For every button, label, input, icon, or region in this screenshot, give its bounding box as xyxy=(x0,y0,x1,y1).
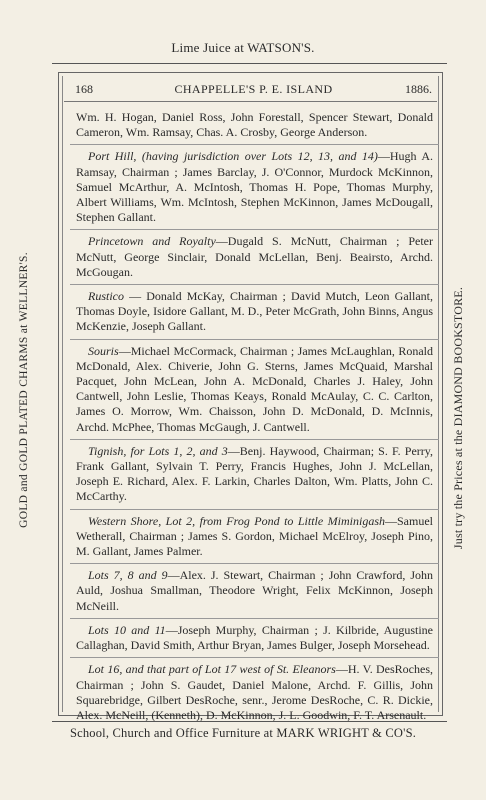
entry-heading: Princetown and Royalty xyxy=(88,234,216,249)
entry-paragraph xyxy=(76,662,433,723)
header-title: CHAPPELLE'S P. E. ISLAND xyxy=(174,82,333,96)
top-advertisement: Lime Juice at WATSON'S. xyxy=(171,40,315,55)
header-rule xyxy=(64,101,437,102)
entry-heading: Rustico xyxy=(88,289,124,304)
bottom-advertisement: School, Church and Office Furniture at MARK WRIGHT & CO'S. xyxy=(69,726,417,740)
entry-heading: Port Hill, (having jurisdiction over Lots 12, 13, and 14) xyxy=(88,149,378,164)
entry-heading: Western Shore, Lot 2, from Frog Pond to Little Miminigash xyxy=(88,513,385,528)
running-header xyxy=(75,82,432,102)
entry-paragraph xyxy=(76,514,433,560)
entry-body: —Dugald S. McNutt, Chairman ; Peter McNutt, George Sinclair, Donald McLellan, Benj. Beairsto, Archd. McGougan. xyxy=(76,234,433,279)
entry-heading: Lots 7, 8 and 9 xyxy=(88,568,168,583)
entry-paragraph xyxy=(76,234,433,280)
entry-body: Wm. H. Hogan, Daniel Ross, John Forestall, Spencer Stewart, Donald Cameron, Wm. Ramsay, Chas. A. Crosby, George Anderson. xyxy=(76,110,433,140)
page-number: 168 xyxy=(75,82,93,96)
entry-paragraph xyxy=(76,568,433,614)
entry-paragraph xyxy=(76,110,433,140)
entry-body: —Alex. J. Stewart, Chairman ; John Crawford, John Auld, Joshua Smallman, Theodore Wright, Felix McKinnon, Joseph McNeill. xyxy=(76,568,433,613)
entry-body: —Benj. Haywood, Chairman; S. F. Perry, Frank Gallant, Sylvain T. Perry, Francis Hughes, John J. McLellan, Joseph E. Richard, Alex. F. Larkin, Charles Dalton, Wm. Platts, John C. McCarthy. xyxy=(76,443,434,504)
entry-divider xyxy=(70,657,439,658)
entry-heading: Souris xyxy=(88,343,119,358)
left-side-advertisement: GOLD and GOLD PLATED CHARMS at WELLNER'S. xyxy=(18,252,30,528)
entry-divider xyxy=(70,339,439,340)
entry-body: — Donald McKay, Chairman ; David Mutch, Leon Gallant, Thomas Doyle, Isidore Gallant, M. D., Peter McGrath, John Binns, Angus McKenzie, Joseph Gallant. xyxy=(76,289,433,334)
entry-heading: Lots 10 and 11 xyxy=(88,622,166,637)
entry-divider xyxy=(70,284,439,285)
entry-body: —Michael McCormack, Chairman ; James McLaughlan, Ronald McDonald, Alex. Chiverie, John G. Sterns, James McQuaid, Marshal Pacquet, John McLean, John A. McDonald, Charles J. Haley, John Cantwell, John Leslie, Thomas Keays, Ronald McAulay, C. C. Carlton, James O. Morrow, Wm. Chaisson, John D. McDonald, D. McInnis, Archd. McPhee, Thomas McGaugh, J. Cantwell. xyxy=(76,343,433,434)
entry-divider xyxy=(70,229,439,230)
entry-body: —Hugh A. Ramsay, Chairman ; James Barclay, J. O'Connor, Murdock McKinnon, Samuel McArthur, A. McIntosh, Thomas H. Pope, Thomas Murphy, Albert Williams, Wm. McIntosh, Stephen McKinnon, James McDougall, Stephen Gallant. xyxy=(76,149,433,225)
entry-paragraph xyxy=(76,149,433,225)
entry-paragraph xyxy=(76,444,433,505)
entry-heading: Tignish, for Lots 1, 2, and 3 xyxy=(88,443,228,458)
entry-divider xyxy=(70,563,439,564)
bottom-rule xyxy=(52,721,447,722)
right-side-advertisement: Just try the Prices at the DIAMOND BOOKSTORE. xyxy=(451,286,465,550)
entry-divider xyxy=(70,618,439,619)
entry-body: —Joseph Murphy, Chairman ; J. Kilbride, Augustine Callaghan, David Smith, Arthur Bryan, James Bulger, Joseph Morsehead. xyxy=(76,622,433,653)
entry-divider xyxy=(70,509,439,510)
entry-heading: Lot 16, and that part of Lot 17 west of St. Eleanors xyxy=(88,662,336,677)
entry-paragraph xyxy=(76,623,433,653)
entry-paragraph xyxy=(76,289,433,335)
entry-body: —H. V. DesRoches, Chairman ; John S. Gaudet, Daniel Malone, Archd. F. Gillis, John Squarebridge, Gilbert DesRoche, senr., Jerome DesRoche, C. R. Dickie, Alex. McNeill, (Kenneth), D. McKinnon, J. L. Goodwin, F. T. Arsenault. xyxy=(76,662,433,722)
top-rule xyxy=(52,63,447,64)
entry-divider xyxy=(70,439,439,440)
entry-paragraph xyxy=(76,344,433,435)
entry-body: —Samuel Wetherall, Chairman ; James S. Gordon, Michael McElroy, Joseph Pino, M. Gallant, James Palmer. xyxy=(76,513,433,559)
header-year: 1886. xyxy=(405,82,432,96)
page-content xyxy=(76,110,433,723)
entry-divider xyxy=(70,144,439,145)
